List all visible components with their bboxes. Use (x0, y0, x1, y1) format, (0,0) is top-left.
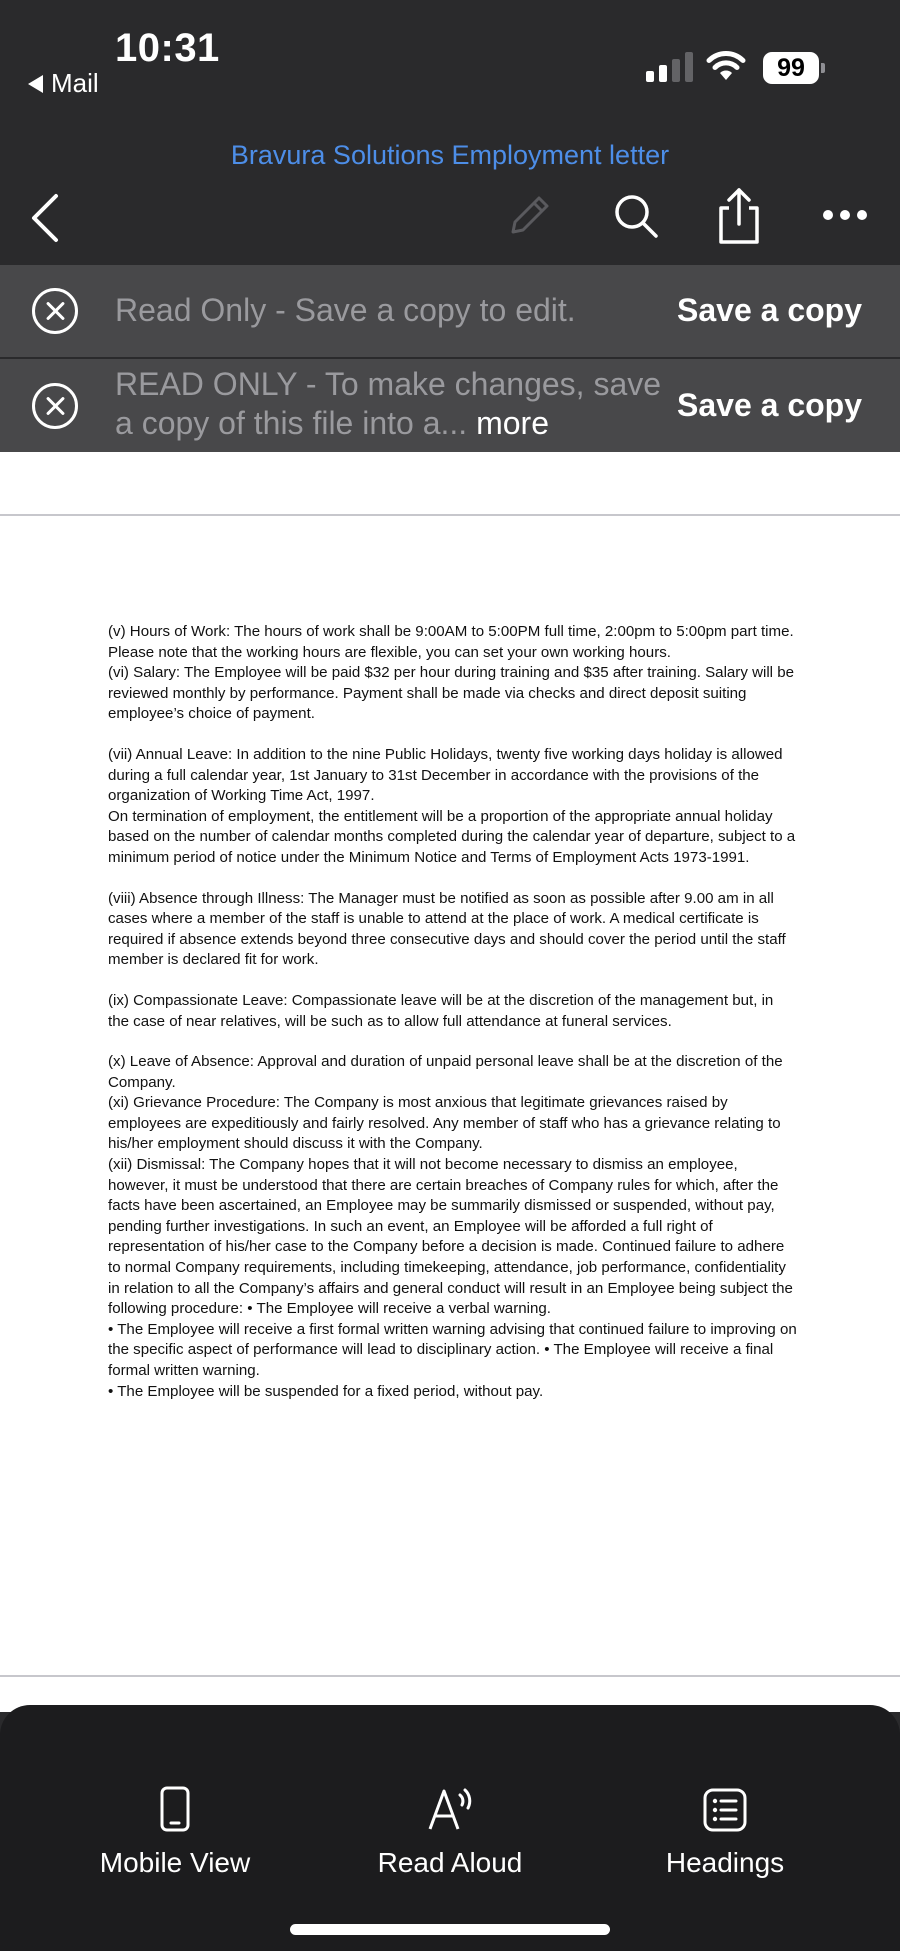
paragraph: • The Employee will receive a first formal written warning advising that continued failure to improving on the specific aspect of performance will lead to disciplinary action. • The Employee will receive a final formal written warning. (108, 1320, 797, 1379)
headings-button[interactable] (605, 1785, 845, 1879)
paragraph: (ix) Compassionate Leave: Compassionate leave will be at the discretion of the management but, in the case of near relatives, will be such as to allow full attendance at funeral services. (108, 991, 774, 1030)
search-icon[interactable] (610, 190, 662, 242)
read-aloud-icon (424, 1785, 476, 1833)
read-only-banner (0, 265, 900, 357)
share-icon[interactable] (713, 186, 765, 246)
save-copy-button[interactable]: Save a copy (677, 292, 862, 328)
banner-message: Read Only - Save a copy to edit. (115, 292, 576, 328)
document-title: Bravura Solutions Employment letter (230, 140, 670, 170)
page-bottom-edge (0, 1675, 900, 1677)
mobile-view-button[interactable] (55, 1785, 295, 1879)
pencil-icon[interactable] (503, 190, 555, 242)
status-bar (0, 0, 900, 130)
headings-label: Headings (665, 1847, 785, 1878)
signal-icon (646, 52, 694, 82)
close-icon[interactable] (32, 288, 78, 334)
paragraph: (xi) Grievance Procedure: The Company is most anxious that legitimate grievances raised by employees are expeditiously and fairly resolved. Any member of staff who has a grievance relating to his/her employment should discuss it with the Company. (108, 1094, 781, 1153)
read-aloud-button[interactable] (330, 1785, 570, 1879)
phone-icon (159, 1785, 191, 1833)
paragraph: (viii) Absence through Illness: The Manager must be notified as soon as possible after 9.00 am in all cases where a member of the staff is unable to attend at the place of work. A medical certificate is required if absence extends beyond three consecutive days and should cover the period until the staff member is declared fit for work. (108, 889, 786, 969)
back-triangle-icon (28, 75, 43, 93)
read-only-info-banner (0, 359, 900, 452)
paragraph: (vi) Salary: The Employee will be paid $32 per hour during training and $35 after training. Salary will be reviewed monthly by performance. Payment shall be made via checks and direct deposit suiting employee’s choice of payment. (108, 664, 795, 723)
save-copy-button[interactable]: Save a copy (677, 387, 862, 423)
page-top-edge (0, 514, 900, 516)
paragraph: On termination of employment, the entitlement will be a proportion of the appropriate annual holiday based on the number of calendar months completed during the calendar year of departure, subject to a minimum period of notice under the Minimum Notice and Terms of Employment Acts 1973-1991. (108, 807, 796, 866)
paragraph: (v) Hours of Work: The hours of work shall be 9:00AM to 5:00PM full time, 2:00pm to 5:00pm part time. Please note that the working hours are flexible, you can set your own working hours. (108, 623, 794, 661)
more-link[interactable]: more (476, 405, 549, 441)
close-icon[interactable] (32, 383, 78, 429)
back-app-label: Mail (51, 68, 99, 98)
paragraph: (x) Leave of Absence: Approval and duration of unpaid personal leave shall be at the discretion of the Company. (108, 1053, 783, 1091)
paragraph: • The Employee will be suspended for a fixed period, without pay. (108, 1382, 544, 1400)
paragraph: (xii) Dismissal: The Company hopes that it will not become necessary to dismiss an employee, however, it must be understood that there are certain breaches of Company rules for which, after the facts have been ascertained, an Employee may be summarily dismissed or suspended, without pay, pending further investigations. In such an event, an Employee will be afforded a full right of representation of his/her case to the Company before a decision is made. Continued failure to adhere to normal Company requirements, including timekeeping, attendance, job performance, confidentiality in relation to all the Company’s affairs and general conduct will result in an Employee being subject the following procedure: • The Employee will receive a verbal warning. (108, 1156, 793, 1318)
status-time: 10:31 (115, 26, 220, 70)
battery-icon (763, 52, 825, 84)
battery-level: 99 (763, 52, 819, 84)
nav-bar (0, 130, 900, 265)
banner-message-text: READ ONLY - To make changes, save a copy of this file into a... (115, 366, 662, 441)
home-indicator[interactable] (290, 1924, 610, 1935)
read-aloud-label: Read Aloud (377, 1847, 523, 1878)
paragraph: (vii) Annual Leave: In addition to the nine Public Holidays, twenty five working days holiday is allowed during a full calendar year, 1st January to 31st December in accordance with the provisions of the organization of Working Time Act, 1997. (108, 745, 783, 805)
back-chevron-icon[interactable] (26, 190, 66, 246)
headings-list-icon (702, 1785, 748, 1833)
wifi-icon (706, 50, 746, 82)
banner-message (115, 365, 665, 443)
bottom-toolbar (0, 1705, 900, 1951)
back-to-mail-link[interactable] (28, 68, 99, 99)
document-body (108, 622, 798, 1402)
document-viewer[interactable] (0, 452, 900, 1712)
mobile-view-label: Mobile View (99, 1847, 251, 1878)
more-icon[interactable] (822, 208, 868, 222)
